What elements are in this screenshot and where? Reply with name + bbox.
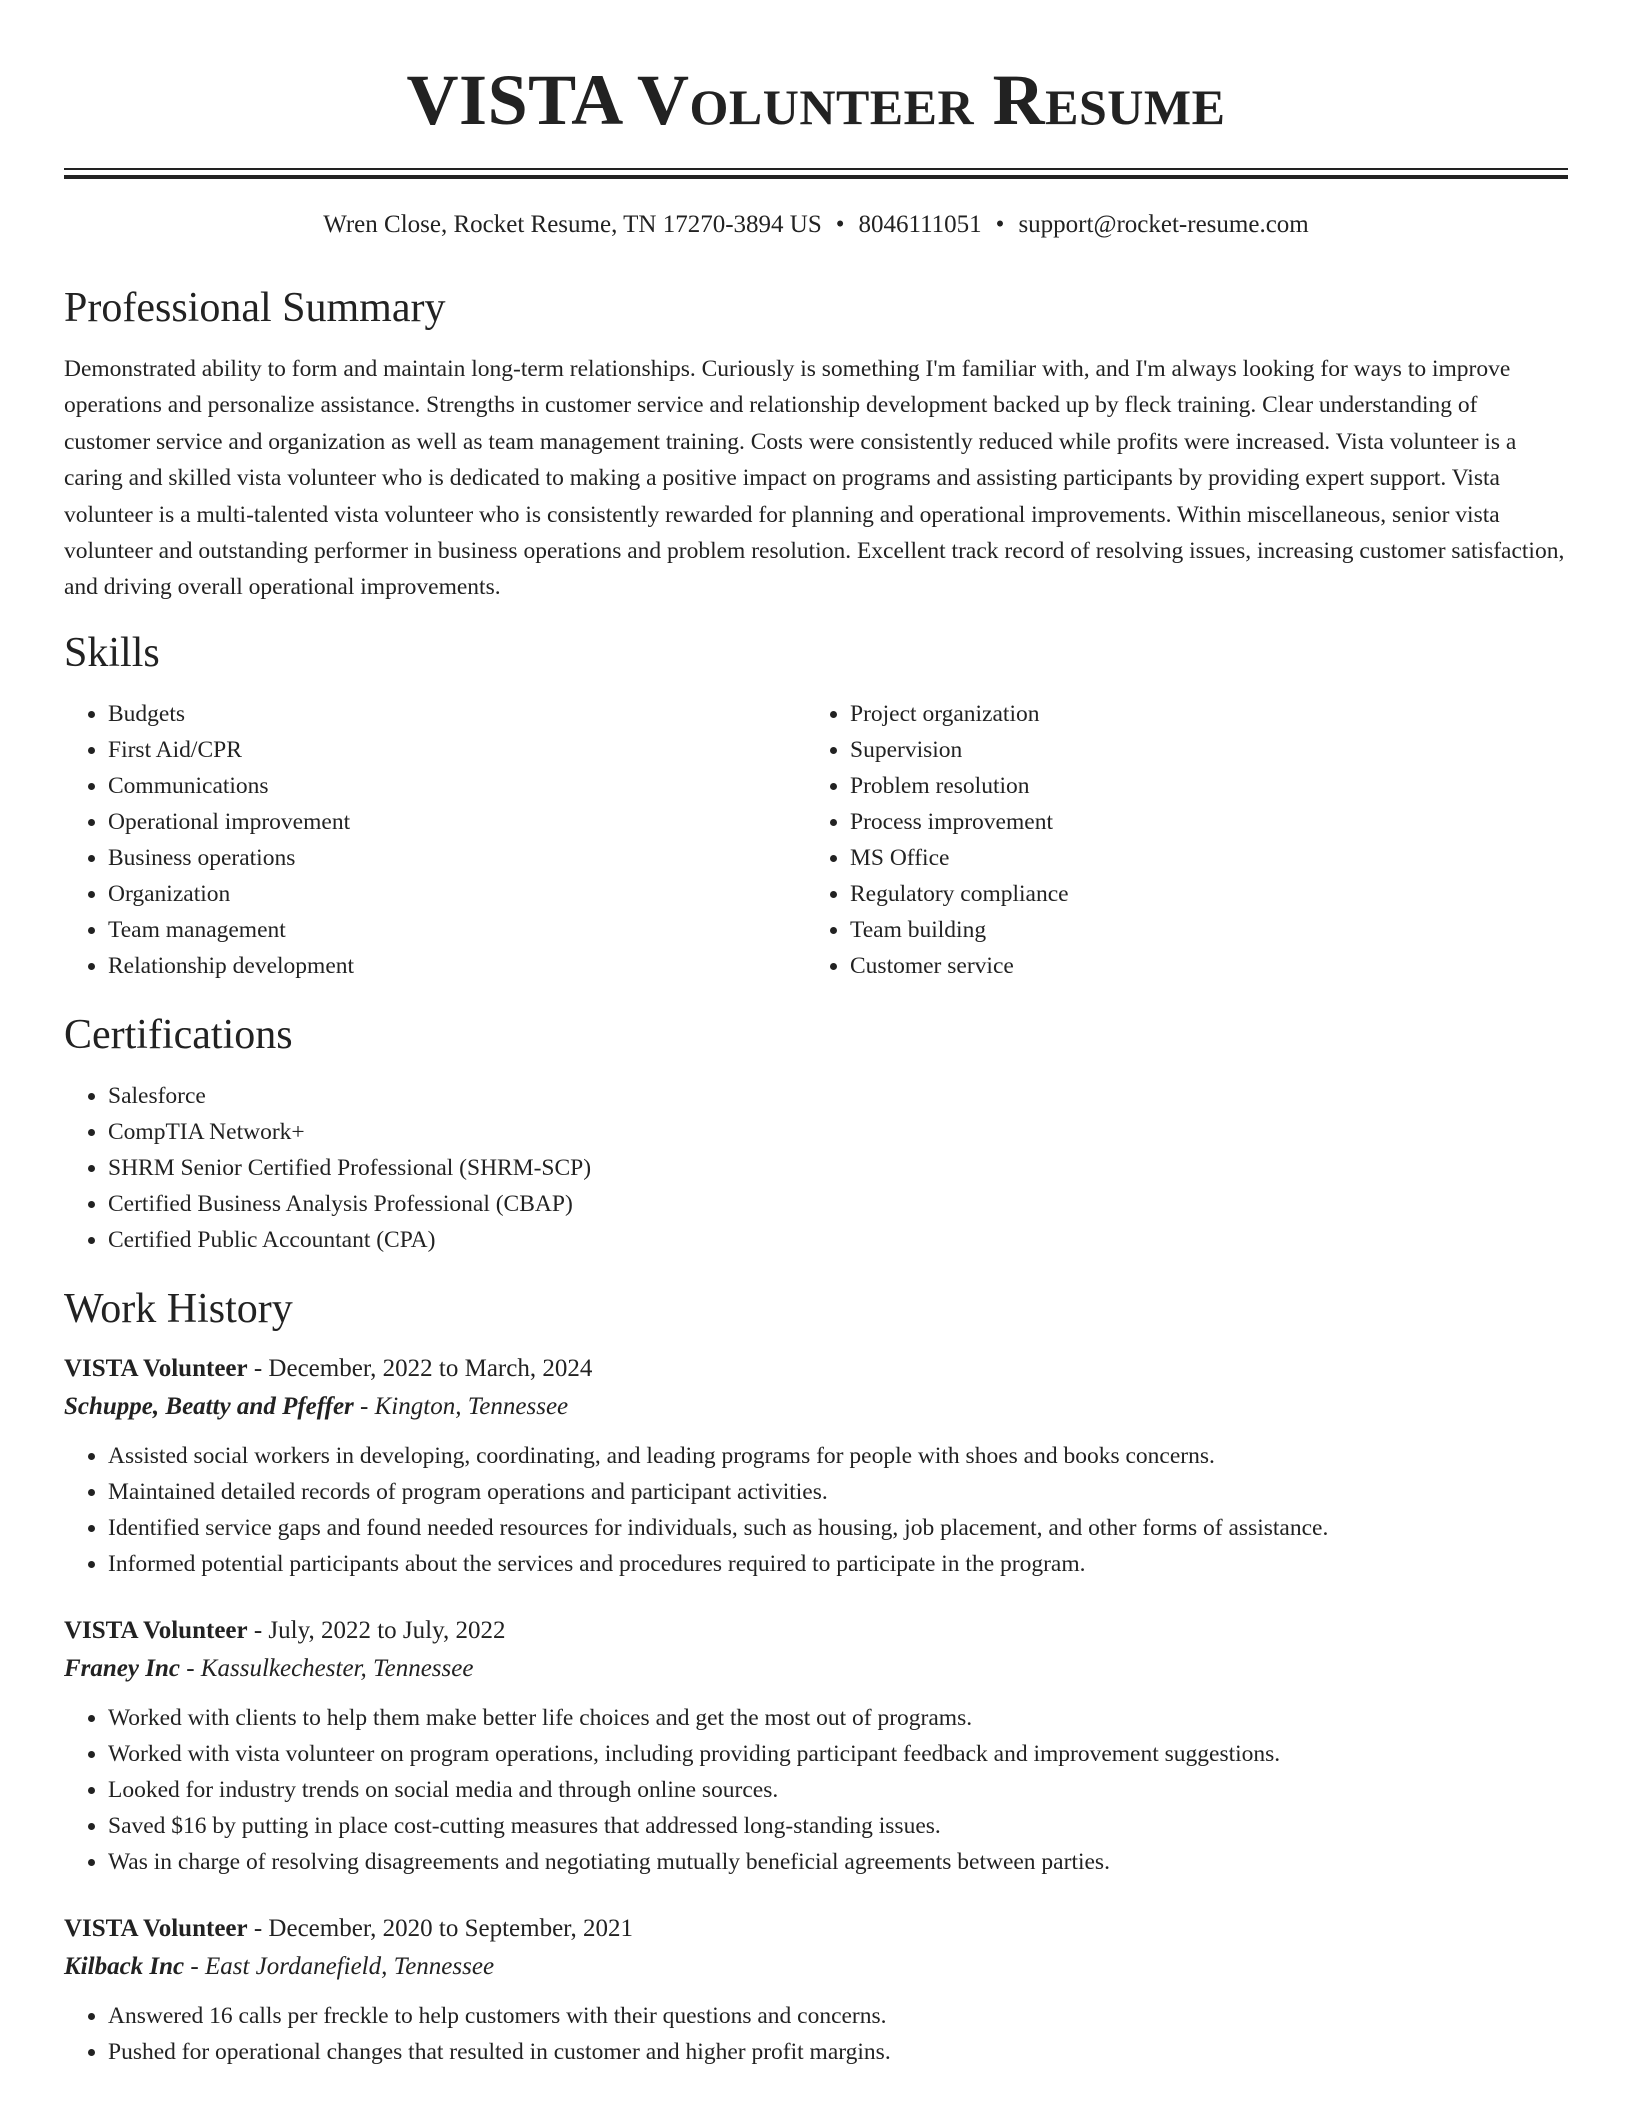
job-duty: • Saved $16 by putting in place cost-cutting measures that addressed long-standing issues. (108, 1808, 1568, 1844)
job-location: - East Jordanefield, Tennessee (184, 1952, 495, 1980)
certification-item: • Certified Business Analysis Professional (CBAP) (108, 1186, 1568, 1222)
skills-column-left (64, 696, 806, 984)
contact-line (64, 209, 1568, 241)
certifications-list (64, 1078, 1568, 1258)
skill-item: • First Aid/CPR (108, 732, 806, 768)
job-company: Schuppe, Beatty and Pfeffer (64, 1392, 354, 1420)
skill-item: • MS Office (850, 840, 1548, 876)
skill-item: • Process improvement (850, 804, 1548, 840)
resume-title: VISTA Volunteer Resume (406, 60, 1226, 140)
skill-item: • Project organization (850, 696, 1548, 732)
skills-heading: Skills (64, 629, 160, 676)
job-duty: • Informed potential participants about the services and procedures required to participate in the program. (108, 1546, 1568, 1582)
job-title-line (64, 1910, 1568, 1948)
certification-item: • CompTIA Network+ (108, 1114, 1568, 1150)
job-employer-line (64, 1388, 1568, 1426)
job-duty: • Looked for industry trends on social media and through online sources. (108, 1772, 1568, 1808)
summary-text: Demonstrated ability to form and maintain long-term relationships. Curiously is something I'm familiar with, and I'm always looking for ways to improve operations and personalize assistance. Strengths in customer service and relationship development backed up by fleck training. Clear understanding of customer service and organization as well as team management training. Costs were consistently reduced while profits were increased. Vista volunteer is a caring and skilled vista volunteer who is dedicated to making a positive impact on programs and assisting participants by providing expert support. Vista volunteer is a multi-talented vista volunteer who is consistently rewarded for planning and operational improvements. Within miscellaneous, senior vista volunteer and outstanding performer in business operations and problem resolution. Excellent track record of resolving issues, increasing customer satisfaction, and driving overall operational improvements. (64, 356, 1565, 601)
job-duty: • Was in charge of resolving disagreements and negotiating mutually beneficial agreements between parties. (108, 1844, 1568, 1880)
job-duties-list (64, 1438, 1568, 1582)
contact-email: support@rocket-resume.com (1018, 211, 1309, 238)
skill-item: • Relationship development (108, 948, 806, 984)
job-duties-list (64, 1998, 1568, 2070)
certification-item: • Salesforce (108, 1078, 1568, 1114)
skills-list-right (806, 696, 1548, 984)
skill-item: • Problem resolution (850, 768, 1548, 804)
resume-page (64, 0, 1568, 2070)
skills-columns (64, 696, 1568, 984)
skill-item: • Customer service (850, 948, 1548, 984)
job-duty: • Pushed for operational changes that resulted in customer and higher profit margins. (108, 2034, 1568, 2070)
job-employer-line (64, 1650, 1568, 1688)
title-divider (64, 168, 1568, 179)
contact-phone: 8046111051 (858, 211, 982, 238)
work-history-heading: Work History (64, 1285, 293, 1332)
job-company: Kilback Inc (64, 1952, 185, 1980)
job-role: VISTA Volunteer (64, 1354, 248, 1382)
skill-item: • Supervision (850, 732, 1548, 768)
skills-column-right (806, 696, 1548, 984)
job-company: Franey Inc (64, 1654, 180, 1682)
skill-item: • Budgets (108, 696, 806, 732)
job-role: VISTA Volunteer (64, 1914, 248, 1942)
job-title-line (64, 1612, 1568, 1650)
job-duty: • Identified service gaps and found needed resources for individuals, such as housing, job placement, and other forms of assistance. (108, 1510, 1568, 1546)
contact-address: Wren Close, Rocket Resume, TN 17270-3894 US (323, 211, 822, 238)
job-role: VISTA Volunteer (64, 1616, 248, 1644)
skill-item: • Regulatory compliance (850, 876, 1548, 912)
job-entry (64, 1612, 1568, 1880)
job-duty: • Worked with clients to help them make better life choices and get the most out of programs. (108, 1700, 1568, 1736)
job-location: - Kington, Tennessee (353, 1392, 569, 1420)
job-duty: • Answered 16 calls per freckle to help customers with their questions and concerns. (108, 1998, 1568, 2034)
job-dates: - July, 2022 to July, 2022 (247, 1616, 506, 1644)
certification-item: • Certified Public Accountant (CPA) (108, 1222, 1568, 1258)
job-location: - Kassulkechester, Tennessee (179, 1654, 474, 1682)
job-entry (64, 1350, 1568, 1582)
job-duties-list (64, 1700, 1568, 1880)
job-employer-line (64, 1948, 1568, 1986)
job-duty: • Worked with vista volunteer on program operations, including providing participant feedback and improvement suggestions. (108, 1736, 1568, 1772)
certification-item: • SHRM Senior Certified Professional (SHRM-SCP) (108, 1150, 1568, 1186)
skills-list-left (64, 696, 806, 984)
job-entry (64, 1910, 1568, 2070)
skill-item: • Team management (108, 912, 806, 948)
certifications-heading: Certifications (64, 1011, 293, 1058)
contact-separator: • (835, 211, 845, 238)
skill-item: • Communications (108, 768, 806, 804)
job-dates: - December, 2020 to September, 2021 (247, 1914, 633, 1942)
skill-item: • Operational improvement (108, 804, 806, 840)
skill-item: • Team building (850, 912, 1548, 948)
contact-separator: • (995, 211, 1005, 238)
job-duty: • Assisted social workers in developing, coordinating, and leading programs for people with shoes and books concerns. (108, 1438, 1568, 1474)
summary-heading: Professional Summary (64, 285, 446, 331)
job-dates: - December, 2022 to March, 2024 (247, 1354, 593, 1382)
job-title-line (64, 1350, 1568, 1388)
skill-item: • Business operations (108, 840, 806, 876)
job-duty: • Maintained detailed records of program operations and participant activities. (108, 1474, 1568, 1510)
skill-item: • Organization (108, 876, 806, 912)
